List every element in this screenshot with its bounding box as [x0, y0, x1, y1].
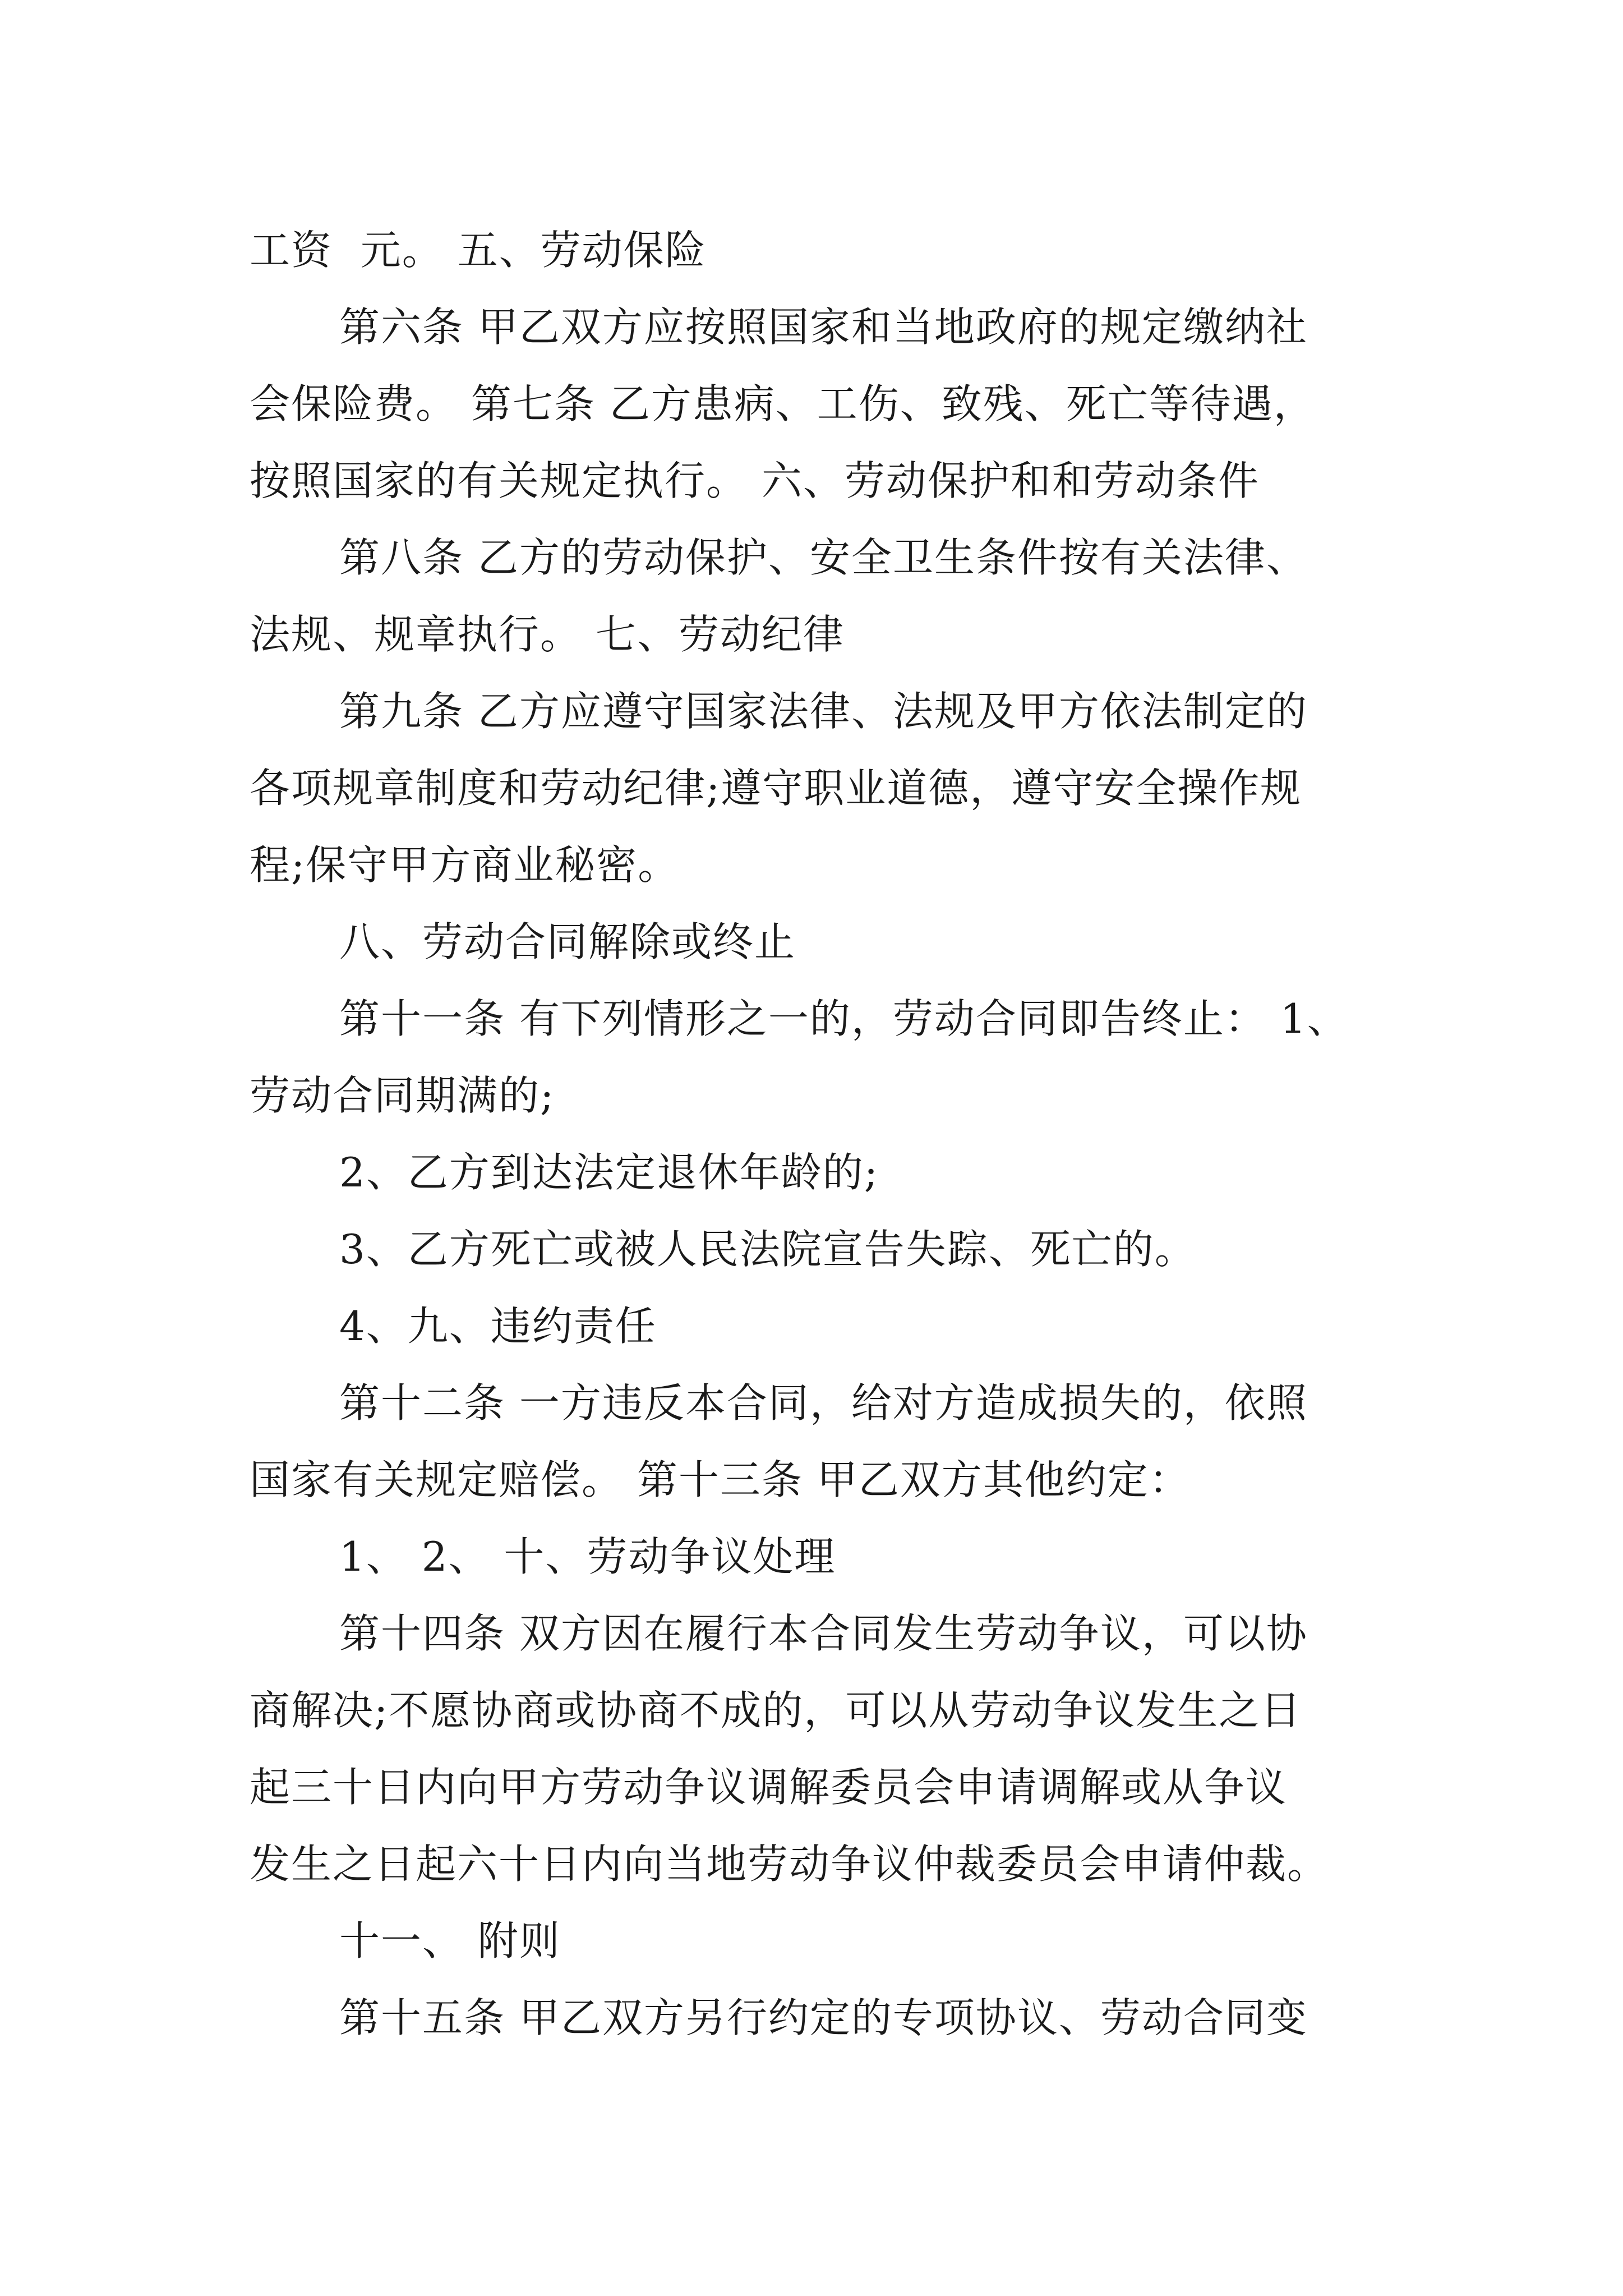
text-line: 第六条 甲乙双方应按照国家和当地政府的规定缴纳社 [339, 303, 1308, 351]
text-line: 国家有关规定赔偿。 第十三条 甲乙双方其他约定： [250, 1456, 1191, 1503]
text-line: 商解决;不愿协商或协商不成的，可以从劳动争议发生之日 [250, 1687, 1302, 1734]
text-line: 发生之日起六十日内向当地劳动争议仲裁委员会申请仲裁。 [250, 1841, 1329, 1888]
text-line: 会保险费。 第七条 乙方患病、工伤、致残、死亡等待遇， [250, 380, 1315, 427]
text-line: 第十五条 甲乙双方另行约定的专项协议、劳动合同变 [339, 1994, 1308, 2041]
text-line: 第十二条 一方违反本合同，给对方造成损失的，依照 [339, 1379, 1308, 1427]
list-item: 3、乙方死亡或被人民法院宣告失踪、死亡的。 [339, 1226, 1196, 1273]
list-item: 2、乙方到达法定退休年龄的; [339, 1149, 879, 1196]
text-line: 工资 元。 五、劳动保险 [250, 227, 707, 274]
text-line: 第十一条 有下列情形之一的，劳动合同即告终止： 1、 [339, 995, 1349, 1042]
list-item: 4、九、违约责任 [339, 1303, 657, 1350]
text-line: 第十四条 双方因在履行本合同发生劳动争议，可以协 [339, 1610, 1308, 1657]
text-line: 第九条 乙方应遵守国家法律、法规及甲方依法制定的 [339, 688, 1308, 735]
text-line: 第八条 乙方的劳动保护、安全卫生条件按有关法律、 [339, 534, 1308, 581]
text-line: 法规、规章执行。 七、劳动纪律 [250, 611, 845, 658]
section-heading: 八、劳动合同解除或终止 [339, 918, 796, 965]
text-line: 1、 2、 十、劳动争议处理 [339, 1533, 836, 1580]
text-line: 各项规章制度和劳动纪律;遵守职业道德，遵守安全操作规 [250, 765, 1302, 812]
text-line: 劳动合同期满的; [250, 1072, 555, 1119]
text-line: 起三十日内向甲方劳动争议调解委员会申请调解或从争议 [250, 1764, 1288, 1811]
section-heading: 十一、 附则 [339, 1917, 561, 1964]
text-line: 程;保守甲方商业秘密。 [250, 841, 680, 889]
text-line: 按照国家的有关规定执行。 六、劳动保护和和劳动条件 [250, 457, 1260, 504]
document-body [250, 212, 1388, 2056]
